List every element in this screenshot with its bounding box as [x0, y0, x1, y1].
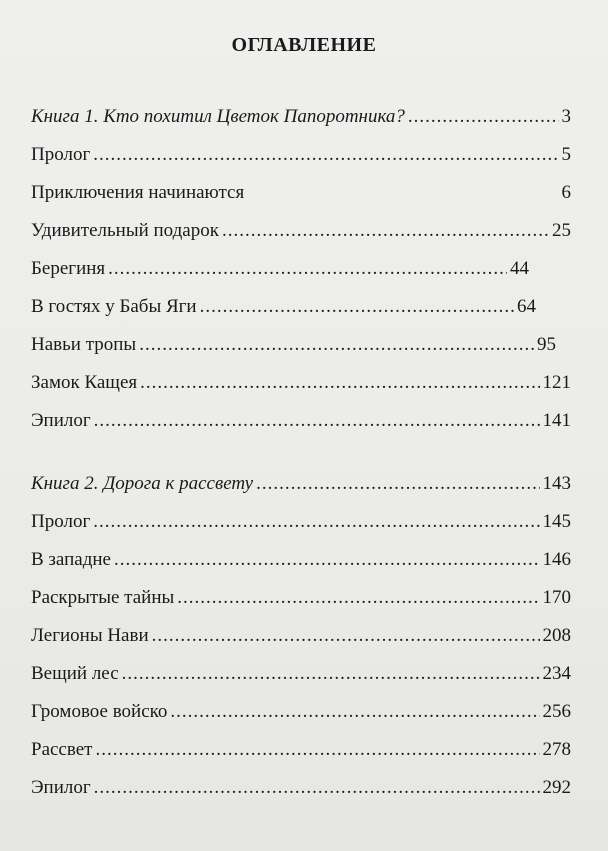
toc-page-number: 256 — [542, 701, 571, 722]
toc-entry-label: Легионы Нави — [31, 625, 149, 646]
toc-leader-dots — [95, 739, 539, 761]
toc-leader-dots — [94, 410, 540, 432]
page-title: ОГЛАВЛЕНИЕ — [231, 34, 377, 56]
toc-book-heading — [31, 106, 571, 132]
toc-page-number: 121 — [542, 372, 571, 393]
toc-leader-dots — [256, 473, 539, 495]
toc-page-number: 208 — [542, 625, 571, 646]
toc-entry-label: Эпилог — [31, 777, 91, 798]
toc-page-number: 146 — [542, 549, 571, 570]
toc-entry — [31, 220, 571, 246]
toc-page-number: 170 — [542, 587, 571, 608]
toc-entry — [31, 182, 571, 208]
toc-leader-dots — [152, 625, 540, 647]
toc-page-number: 44 — [510, 258, 529, 279]
toc-entry-label: Навьи тропы — [31, 334, 137, 355]
toc-entry — [31, 144, 571, 170]
toc-entry-label: Книга 2. Дорога к рассвету — [31, 473, 254, 494]
toc-entry — [31, 739, 571, 765]
toc-entry-label: Книга 1. Кто похитил Цветок Папоротника? — [31, 106, 405, 127]
toc-leader-dots — [140, 372, 539, 394]
toc-page-number: 141 — [542, 410, 571, 431]
toc-leader-dots — [200, 296, 514, 318]
toc-entry-label: Удивительный подарок — [31, 220, 219, 241]
toc-page-number: 143 — [542, 473, 571, 494]
toc-entry — [31, 296, 536, 322]
toc-entry — [31, 663, 571, 689]
toc-entry-label: Пролог — [31, 144, 91, 165]
toc-entry-label: Громовое войско — [31, 701, 168, 722]
toc-leader-dots — [114, 549, 540, 571]
toc-leader-dots — [94, 777, 540, 799]
toc-entry-label: Приключения начинаются — [31, 182, 245, 203]
toc-entry-label: Рассвет — [31, 739, 93, 760]
toc-entry — [31, 334, 556, 360]
toc-leader-dots — [108, 258, 507, 280]
toc-entry — [31, 701, 571, 727]
toc-book-heading — [31, 473, 571, 499]
toc-entry-label: Берегиня — [31, 258, 106, 279]
toc-entry-label: Раскрытые тайны — [31, 587, 175, 608]
toc-leader-dots — [122, 663, 540, 685]
toc-entry — [31, 777, 571, 803]
toc-page-number: 278 — [542, 739, 571, 760]
toc-page-number: 3 — [561, 106, 571, 127]
toc-entry-label: В гостях у Бабы Яги — [31, 296, 197, 317]
toc-page-number: 5 — [561, 144, 571, 165]
toc-leader-dots — [93, 144, 558, 166]
toc-leader-dots — [93, 511, 539, 533]
toc-leader-dots — [139, 334, 534, 356]
toc-page-number: 145 — [542, 511, 571, 532]
toc-leader-dots — [408, 106, 559, 128]
toc-leader-dots — [170, 701, 539, 723]
toc-page-number: 6 — [561, 182, 571, 203]
toc-entry — [31, 587, 571, 613]
toc-entry — [31, 410, 571, 436]
toc-leader-dots — [222, 220, 549, 242]
toc-entry-label: Замок Кащея — [31, 372, 138, 393]
toc-page-number: 64 — [517, 296, 536, 317]
toc-entry-label: Вещий лес — [31, 663, 119, 684]
toc-entry — [31, 372, 571, 398]
toc-entry — [31, 511, 571, 537]
toc-entry-label: В западне — [31, 549, 111, 570]
toc-leader-dots — [177, 587, 539, 609]
toc-entry — [31, 258, 529, 284]
toc-entry-label: Пролог — [31, 511, 91, 532]
toc-page-number: 25 — [552, 220, 571, 241]
toc-page-number: 234 — [542, 663, 571, 684]
toc-entry — [31, 625, 571, 651]
toc-page-number: 95 — [537, 334, 556, 355]
toc-entry — [31, 549, 571, 575]
toc-entry-label: Эпилог — [31, 410, 91, 431]
toc-page-number: 292 — [542, 777, 571, 798]
